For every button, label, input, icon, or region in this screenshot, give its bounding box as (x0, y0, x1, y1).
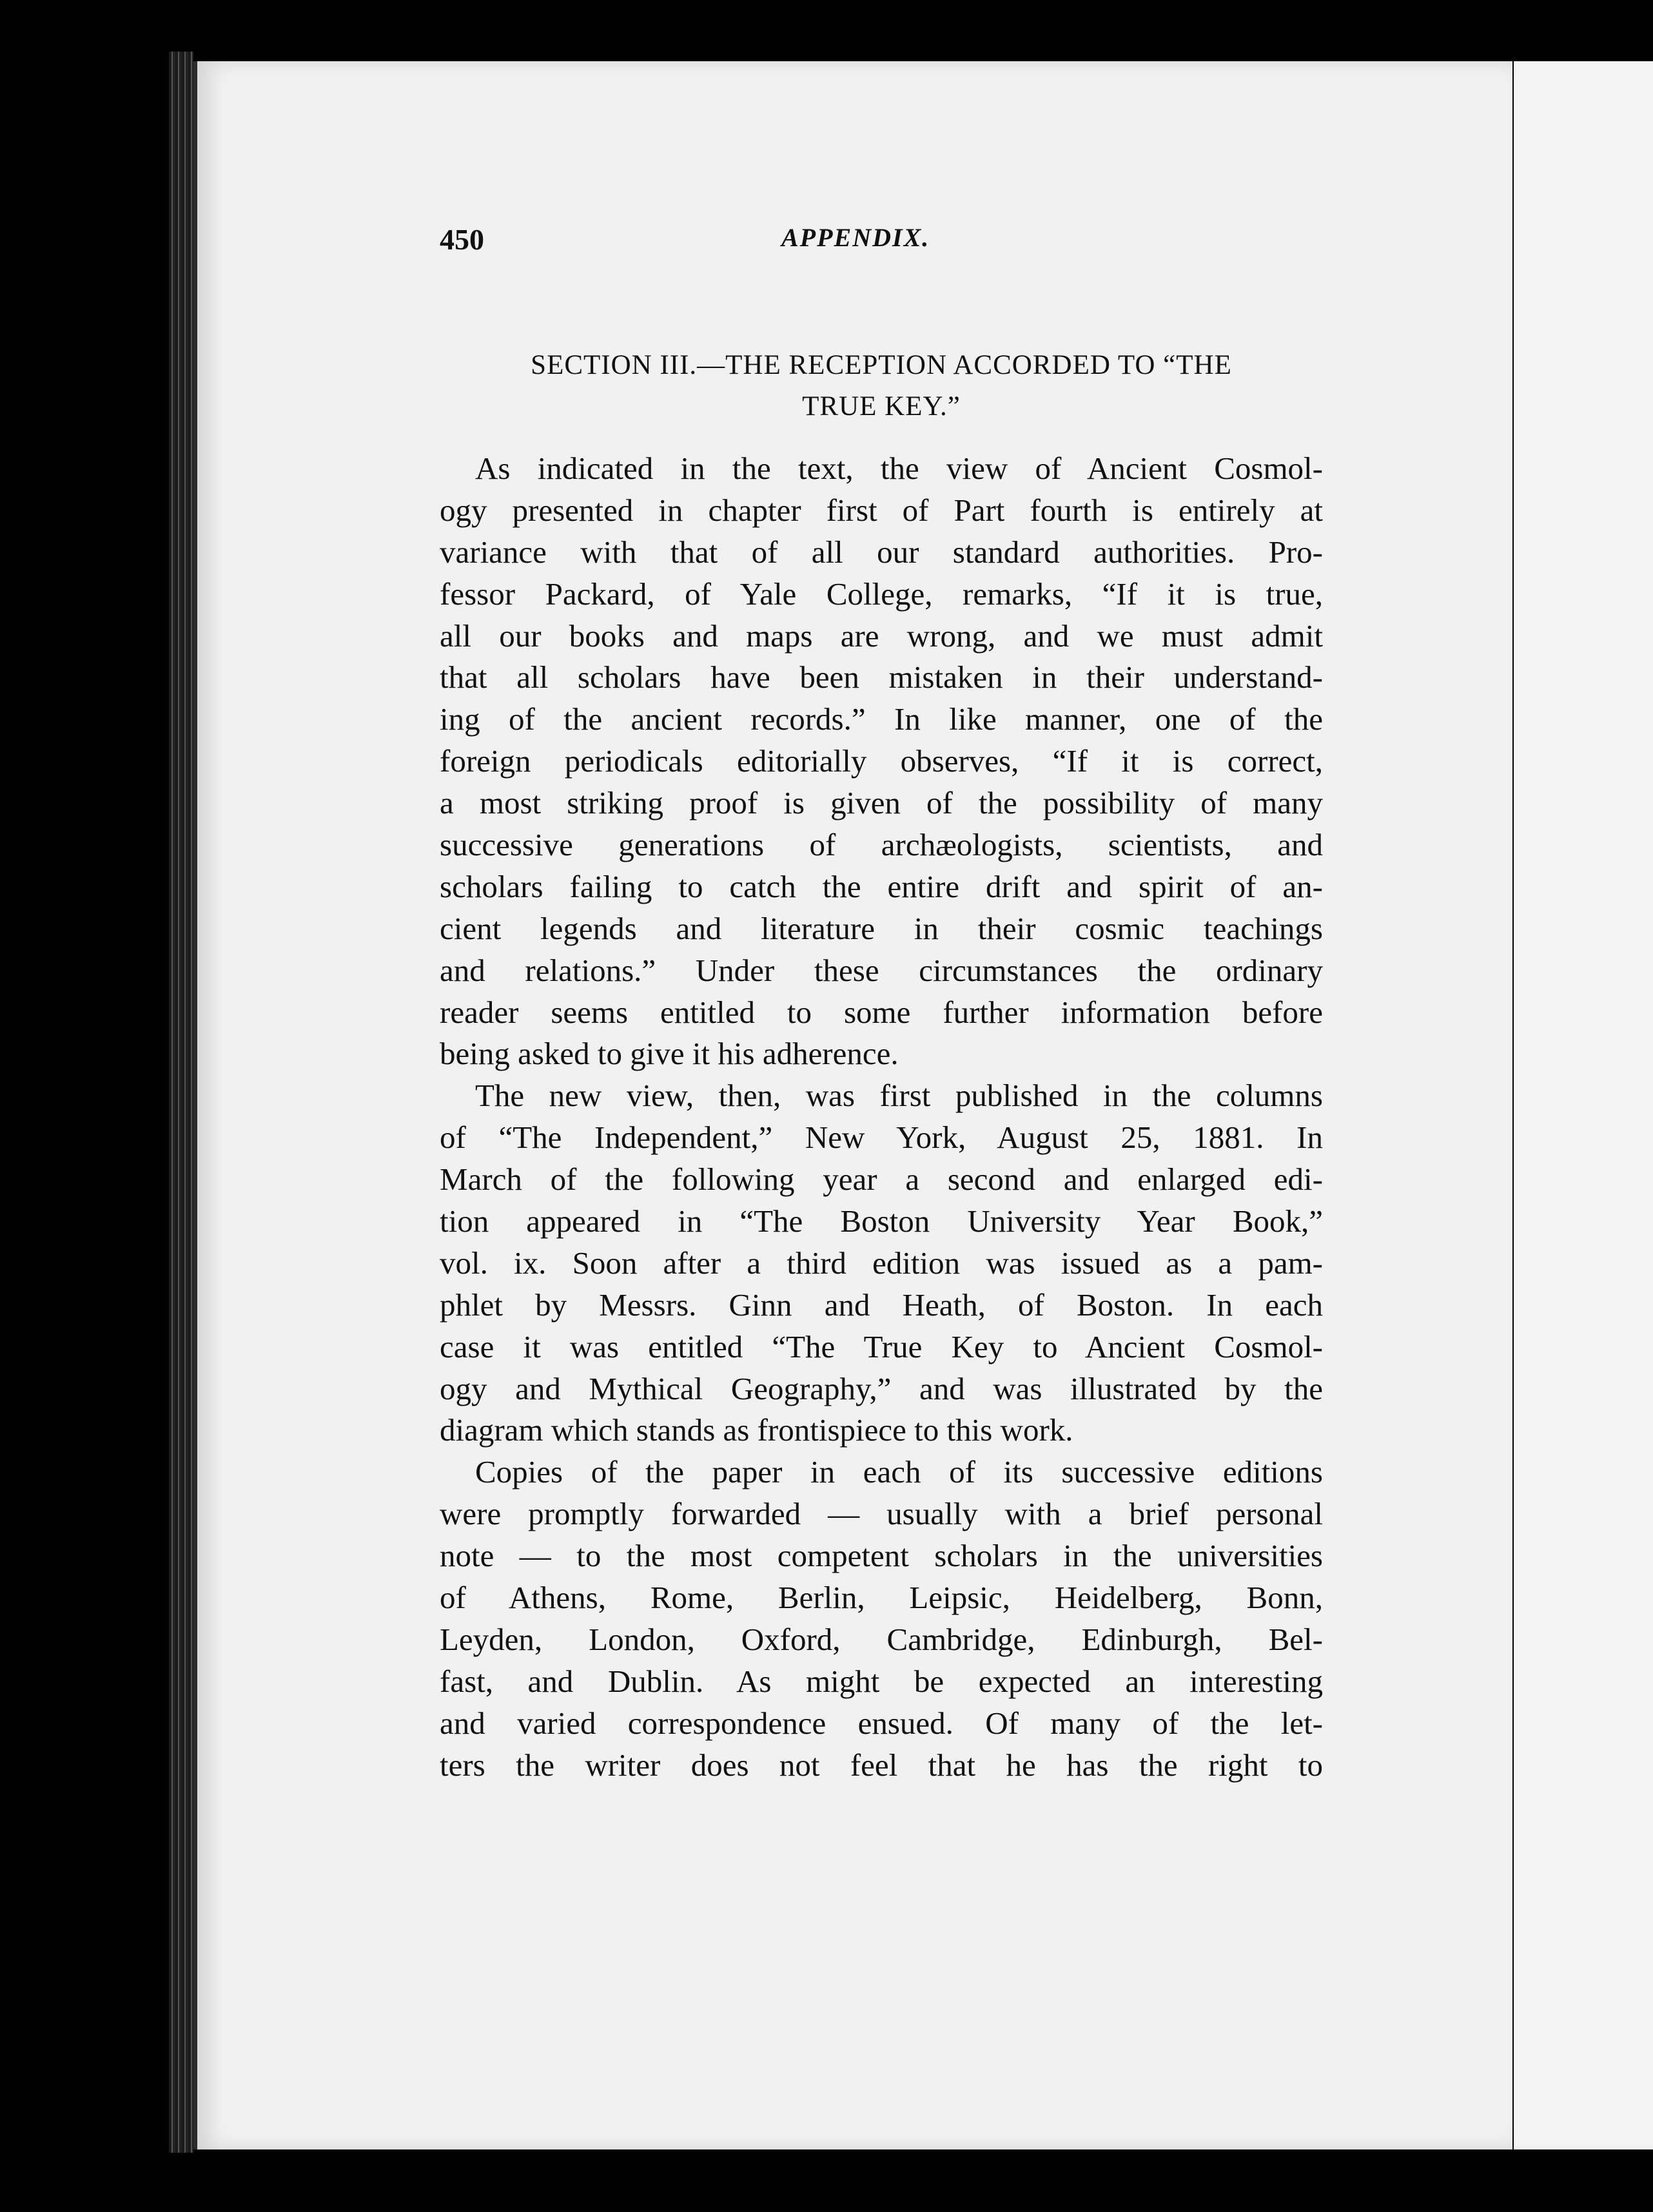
text-line: being asked to give it his adherence. (440, 1036, 899, 1072)
text-line: Copies of the paper in each of its successive editions (475, 1454, 1323, 1490)
text-line: and relations.” Under these circumstances the ordinary (440, 952, 1323, 988)
page-edges (169, 52, 193, 2153)
text-line: successive generations of archæologists, scientists, and (440, 827, 1323, 863)
text-line: fessor Packard, of Yale College, remarks, “If it is true, (440, 576, 1323, 612)
text-line: of Athens, Rome, Berlin, Leipsic, Heidelberg, Bonn, (440, 1580, 1323, 1616)
text-line: scholars failing to catch the entire drift and spirit of an- (440, 868, 1323, 904)
text-line: variance with that of all our standard authorities. Pro- (440, 534, 1323, 570)
text-line: vol. ix. Soon after a third edition was issued as a pam- (440, 1245, 1323, 1281)
text-line: foreign periodicals editorially observes, “If it is correct, (440, 743, 1323, 779)
text-line: ters the writer does not feel that he has the right to (440, 1747, 1323, 1783)
text-line: that all scholars have been mistaken in their understand- (440, 659, 1323, 695)
text-line: Leyden, London, Oxford, Cambridge, Edinburgh, Bel- (440, 1621, 1323, 1657)
section-heading-line-2: TRUE KEY.” (802, 391, 961, 422)
text-line: were promptly forwarded — usually with a brief personal (440, 1496, 1323, 1532)
text-line: ing of the ancient records.” In like manner, one of the (440, 701, 1323, 737)
section-heading-line-1: SECTION III.—THE RECEPTION ACCORDED TO “THE (531, 350, 1232, 380)
text-line: diagram which stands as frontispiece to this work. (440, 1412, 1073, 1448)
text-line: a most striking proof is given of the possibility of many (440, 785, 1323, 821)
text-line: ogy and Mythical Geography,” and was illustrated by the (440, 1370, 1323, 1406)
text-line: case it was entitled “The True Key to Ancient Cosmol- (440, 1328, 1323, 1364)
running-head: APPENDIX. (781, 223, 930, 252)
section-heading (440, 345, 1323, 427)
text-line: cient legends and literature in their cosmic teachings (440, 910, 1323, 946)
body-text (440, 448, 1323, 1787)
text-line: As indicated in the text, the view of Ancient Cosmol- (475, 451, 1323, 486)
text-line: of “The Independent,” New York, August 25, 1881. In (440, 1120, 1323, 1156)
text-line: fast, and Dublin. As might be expected an interesting (440, 1663, 1323, 1699)
text-line: all our books and maps are wrong, and we must admit (440, 617, 1323, 654)
text-line: phlet by Messrs. Ginn and Heath, of Boston. In each (440, 1286, 1323, 1323)
text-line: The new view, then, was first published in the columns (475, 1078, 1323, 1114)
page-number: 450 (440, 223, 484, 256)
text-line: note — to the most competent scholars in the universities (440, 1538, 1323, 1574)
text-line: reader seems entitled to some further information before (440, 994, 1323, 1030)
facing-page-edge (1514, 61, 1653, 2149)
text-line: ogy presented in chapter first of Part fourth is entirely at (440, 492, 1323, 528)
text-line: tion appeared in “The Boston University Year Book,” (440, 1203, 1323, 1239)
text-line: March of the following year a second and enlarged edi- (440, 1161, 1323, 1198)
text-line: and varied correspondence ensued. Of many of the let- (440, 1705, 1323, 1741)
page-header (440, 222, 994, 267)
